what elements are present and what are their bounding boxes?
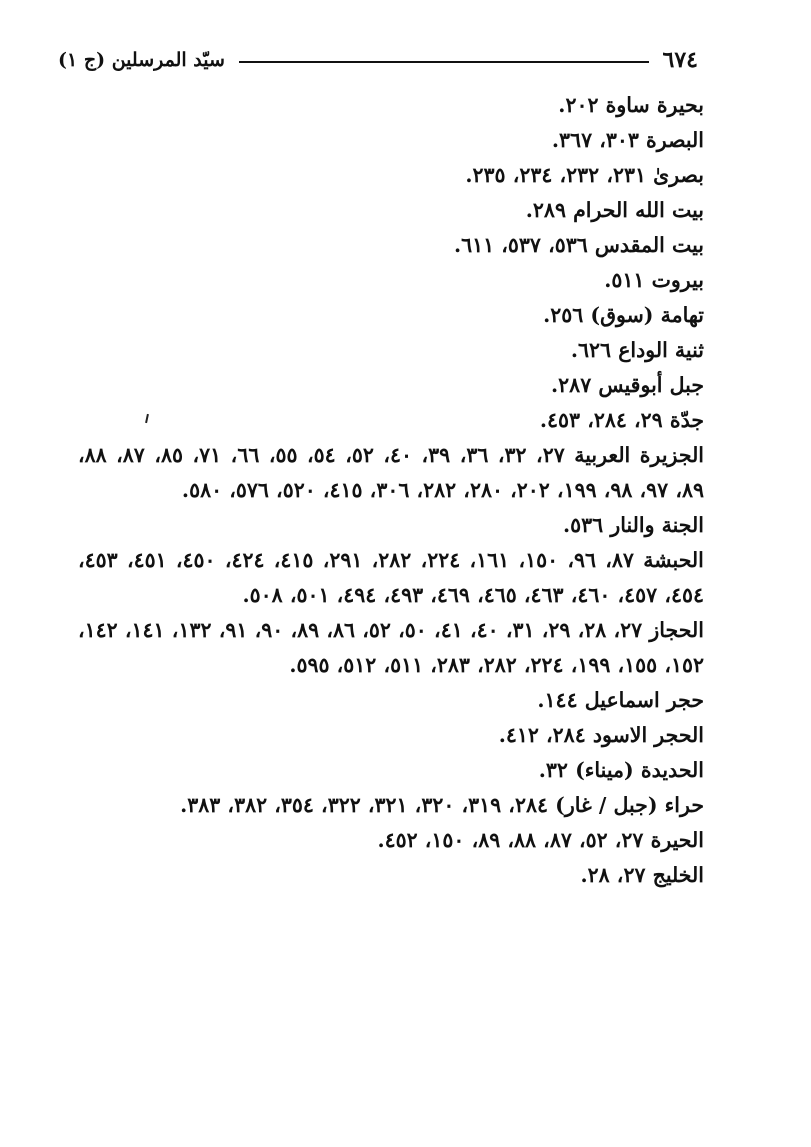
index-entry <box>78 333 704 368</box>
index-entry <box>78 718 704 753</box>
index-entry-text: ثنية الوداع ٦٢٦. <box>570 338 704 362</box>
index-entry-text: البصرة ٣٠٣، ٣٦٧. <box>551 128 704 152</box>
page-number: ٦٧٤ <box>662 47 698 73</box>
header-rule <box>239 61 649 63</box>
index-entry-text: تهامة (سوق) ٢٥٦. <box>543 303 704 327</box>
index-entry-text: الخليج ٢٧، ٢٨. <box>580 863 704 887</box>
index-entry <box>78 403 704 438</box>
index-entry-text: الحيرة ٢٧، ٥٢، ٨٧، ٨٨، ٨٩، ١٥٠، ٤٥٢. <box>377 828 704 852</box>
index-entry-text: الحجاز ٢٧، ٢٨، ٢٩، ٣١، ٤٠، ٤١، ٥٠، ٥٢، ٨٦، ٨٩، ٩٠، ٩١، ١٣٢، ١٤١، ١٤٢، ١٥٢، ١٥٥، ١٩٩، ٢٢٤، ٢٨٢، ٢٨٣، ٥١١، ٥١٢، ٥٩٥. <box>78 618 704 677</box>
index-entry-text: الحبشة ٨٧، ٩٦، ١٥٠، ١٦١، ٢٢٤، ٢٨٢، ٢٩١، ٤١٥، ٤٢٤، ٤٥٠، ٤٥١، ٤٥٣، ٤٥٤، ٤٥٧، ٤٦٠، ٤٦٣، ٤٦٥، ٤٦٩، ٤٩٣، ٤٩٤، ٥٠١، ٥٠٨. <box>78 548 704 607</box>
index-entry <box>78 158 704 193</box>
index-entry <box>78 228 704 263</box>
index-entry <box>78 613 704 683</box>
index-entry <box>78 823 704 858</box>
page-header <box>58 42 698 78</box>
index-entries <box>78 88 704 893</box>
index-entry <box>78 263 704 298</box>
index-entry <box>78 753 704 788</box>
index-entry-text: بيت الله الحرام ٢٨٩. <box>525 198 704 222</box>
index-entry-text: جبل أبوقيس ٢٨٧. <box>551 373 704 397</box>
index-entry <box>78 88 704 123</box>
index-entry-text: جدّة ٢٩، ٢٨٤، ٤٥٣. <box>539 408 704 432</box>
index-entry-text: بصرىٰ ٢٣١، ٢٣٢، ٢٣٤، ٢٣٥. <box>465 163 704 187</box>
index-entry-text: بيت المقدس ٥٣٦، ٥٣٧، ٦١١. <box>453 233 704 257</box>
index-entry-text: حراء (جبل / غار) ٢٨٤، ٣١٩، ٣٢٠، ٣٢١، ٣٢٢، ٣٥٤، ٣٨٢، ٣٨٣. <box>180 793 704 817</box>
index-entry <box>78 683 704 718</box>
index-entry <box>78 123 704 158</box>
index-entry-text: بحيرة ساوة ٢٠٢. <box>558 93 704 117</box>
index-entry <box>78 438 704 508</box>
running-title: سيّد المرسلين (ج ١) <box>58 49 225 71</box>
index-entry <box>78 543 704 613</box>
index-entry-text: بيروت ٥١١. <box>604 268 704 292</box>
index-entry <box>78 788 704 823</box>
index-entry-text: الحجر الاسود ٢٨٤، ٤١٢. <box>498 723 704 747</box>
index-entry <box>78 298 704 333</box>
index-entry <box>78 858 704 893</box>
index-entry <box>78 508 704 543</box>
index-entry-text: الحديدة (ميناء) ٣٢. <box>538 758 704 782</box>
index-entry <box>78 368 704 403</box>
index-entry-text: حجر اسماعيل ١٤٤. <box>537 688 704 712</box>
index-entry-text: الجزيرة العربية ٢٧، ٣٢، ٣٦، ٣٩، ٤٠، ٥٢، ٥٤، ٥٥، ٦٦، ٧١، ٨٥، ٨٧، ٨٨، ٨٩، ٩٧، ٩٨، ١٩٩، ٢٠٢، ٢٨٠، ٢٨٢، ٣٠٦، ٤١٥، ٥٢٠، ٥٧٦، ٥٨٠. <box>78 443 705 502</box>
index-entry <box>78 193 704 228</box>
index-entry-text: الجنة والنار ٥٣٦. <box>563 513 704 537</box>
